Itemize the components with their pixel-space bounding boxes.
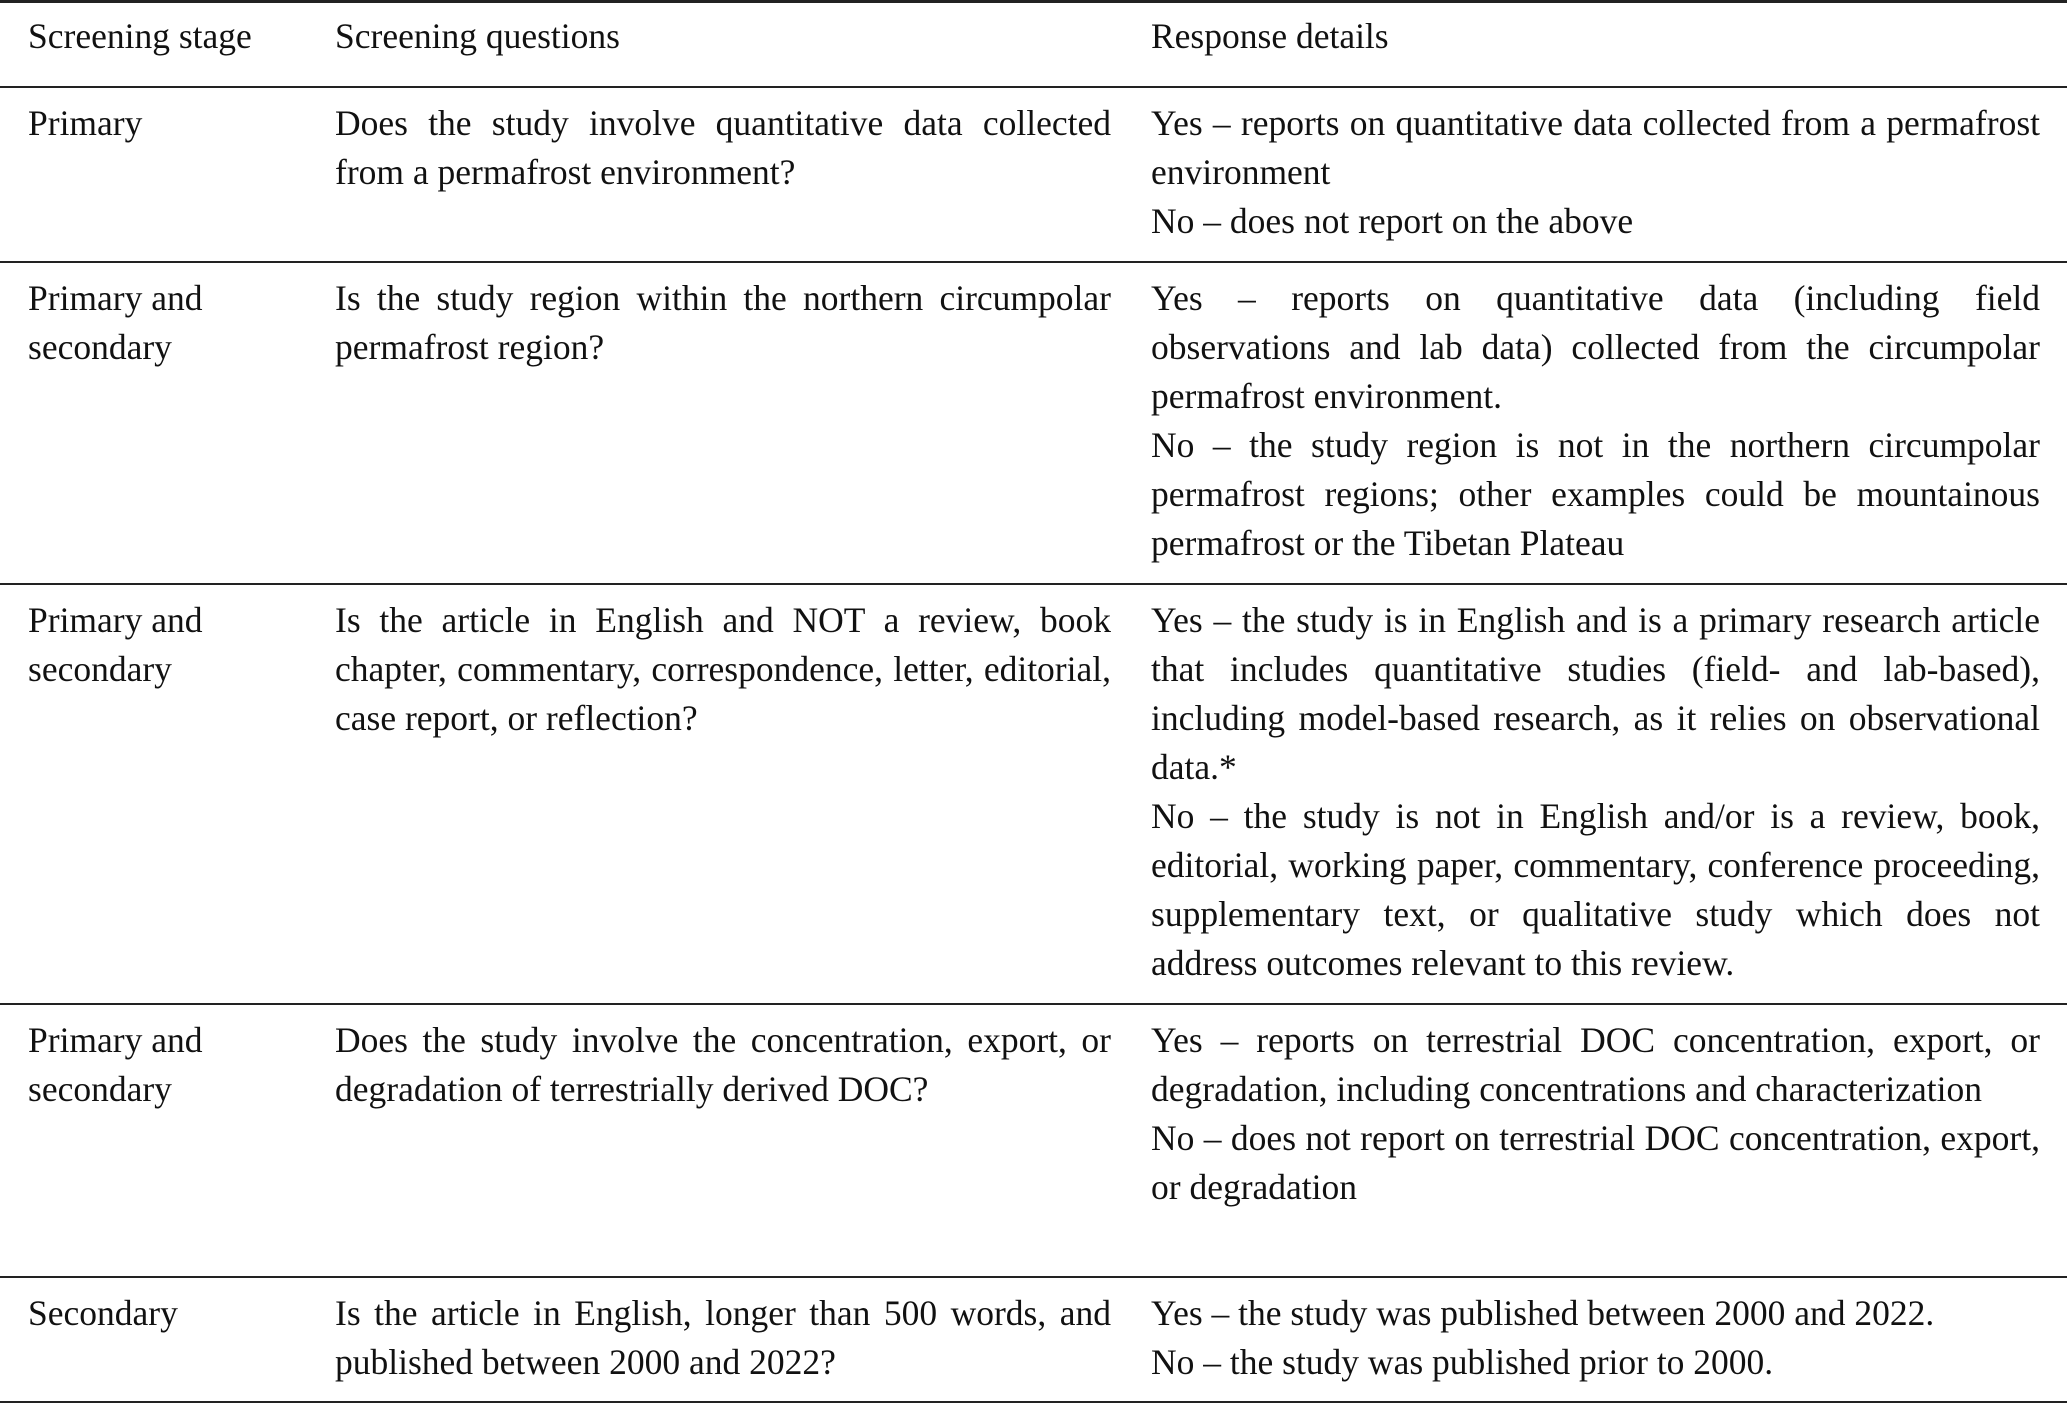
stage-text: secondary — [28, 649, 172, 689]
screening-question-cell: Does the study involve quantitative data collected from a permafrost environment? — [335, 103, 1111, 192]
response-details-cell — [1151, 1277, 2067, 1402]
table-row — [0, 1277, 2067, 1402]
response-yes: Yes – the study is in English and is a primary research article that includes quantitative studies (field- and lab-based), including model-based research, as it relies on observational data.* — [1151, 600, 2040, 787]
table-row — [0, 1004, 2067, 1277]
table-row — [0, 262, 2067, 584]
response-no: No – does not report on the above — [1151, 201, 1634, 241]
stage-text: secondary — [28, 1069, 172, 1109]
screening-stage-cell — [0, 1277, 335, 1402]
stage-text: Primary and — [28, 1020, 203, 1060]
response-details-cell — [1151, 87, 2067, 262]
screening-question-cell: Is the study region within the northern circumpolar permafrost region? — [335, 278, 1111, 367]
header-response-details: Response details — [1151, 16, 1389, 56]
response-no: No – does not report on terrestrial DOC concentration, export, or degradation — [1151, 1118, 2040, 1207]
screening-stage-cell — [0, 262, 335, 584]
stage-text: Primary and — [28, 600, 203, 640]
screening-stage-cell — [0, 1004, 335, 1277]
response-details-cell — [1151, 584, 2067, 1004]
screening-stage-cell — [0, 87, 335, 262]
response-details-cell — [1151, 262, 2067, 584]
stage-text: Secondary — [28, 1293, 178, 1333]
response-yes: Yes – reports on quantitative data (including field observations and lab data) collected from the circumpolar permafrost environment. — [1151, 278, 2040, 416]
table-row — [0, 584, 2067, 1004]
response-details-cell — [1151, 1004, 2067, 1277]
response-yes: Yes – reports on terrestrial DOC concentration, export, or degradation, including concentrations and characterization — [1151, 1020, 2040, 1109]
header-row — [0, 2, 2067, 88]
stage-text: Primary and — [28, 278, 203, 318]
stage-text: Primary — [28, 103, 143, 143]
table-header — [0, 2, 2067, 88]
screening-question-cell: Does the study involve the concentration, export, or degradation of terrestrially derived DOC? — [335, 1020, 1111, 1109]
header-screening-stage: Screening stage — [28, 16, 252, 56]
response-yes: Yes – reports on quantitative data collected from a permafrost environment — [1151, 103, 2040, 192]
stage-text: secondary — [28, 327, 172, 367]
table-body — [0, 87, 2067, 1402]
response-no: No – the study was published prior to 2000. — [1151, 1342, 1774, 1382]
table-row — [0, 87, 2067, 262]
screening-stage-cell — [0, 584, 335, 1004]
screening-question-cell: Is the article in English and NOT a review, book chapter, commentary, correspondence, letter, editorial, case report, or reflection? — [335, 600, 1111, 738]
response-yes: Yes – the study was published between 2000 and 2022. — [1151, 1293, 1935, 1333]
header-screening-questions: Screening questions — [335, 16, 620, 56]
response-no: No – the study is not in English and/or is a review, book, editorial, working paper, commentary, conference proceeding, supplementary text, or qualitative study which does not address outcomes relevant to this review. — [1151, 796, 2040, 983]
response-no: No – the study region is not in the northern circumpolar permafrost regions; other examples could be mountainous permafrost or the Tibetan Plateau — [1151, 425, 2040, 563]
screening-question-cell: Is the article in English, longer than 500 words, and published between 2000 and 2022? — [335, 1293, 1111, 1382]
